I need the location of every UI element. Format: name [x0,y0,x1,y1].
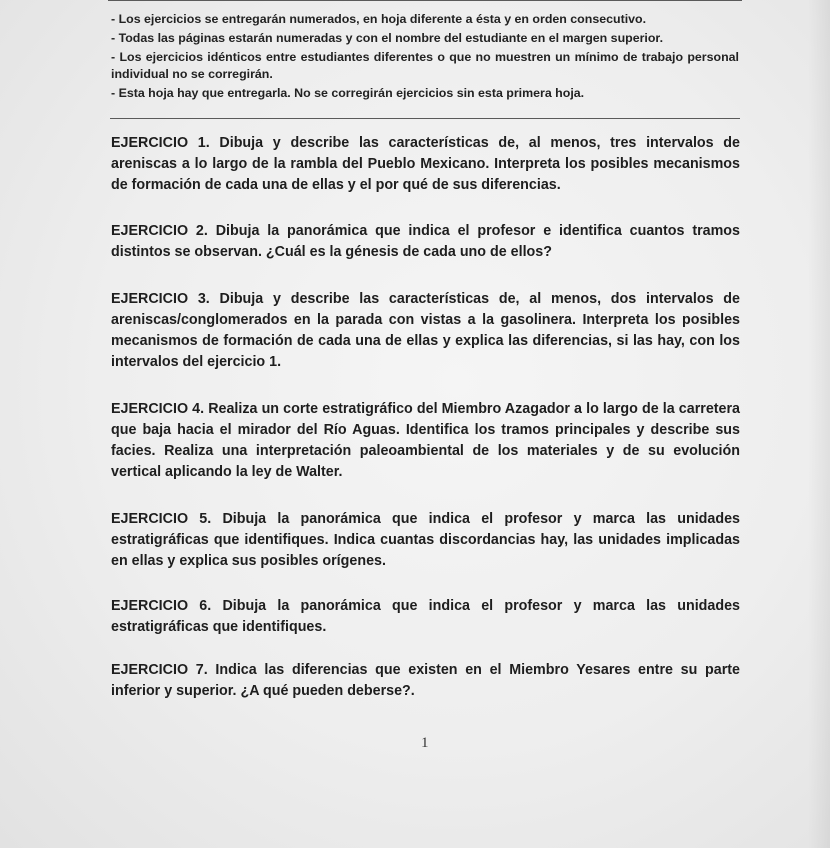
instruction-item: - Esta hoja hay que entregarla. No se corregirán ejercicios sin esta primera hoja. [111,86,585,100]
instructions-block [111,11,739,104]
page-edge-shadow [808,0,830,848]
exercise-5: EJERCICIO 5. Dibuja la panorámica que indica el profesor y marca las unidades estratigráficas que identifiques. Indica cuantas discordancias hay, las unidades implicadas en ellas y explica sus posibles orígenes. [111,511,740,569]
top-divider [108,0,742,1]
exercises-list [111,133,740,702]
exercise-2: EJERCICIO 2. Dibuja la panorámica que indica el profesor e identifica cuantos tramos distintos se observan. ¿Cuál es la génesis de cada uno de ellos? [111,223,740,260]
exercise-6: EJERCICIO 6. Dibuja la panorámica que indica el profesor y marca las unidades estratigráficas que identifiques. [111,598,740,635]
exercise-3: EJERCICIO 3. Dibuja y describe las características de, al menos, dos intervalos de areniscas/conglomerados en la parada con vistas a la gasolinera. Interpreta los posibles mecanismos de formación de cada una de ellas y explica las diferencias, si las hay, con los intervalos del ejercicio 1. [111,291,740,370]
section-divider [110,118,740,119]
instruction-item: - Los ejercicios se entregarán numerados, en hoja diferente a ésta y en orden consecutivo. [111,12,647,26]
instruction-item: - Los ejercicios idénticos entre estudiantes diferentes o que no muestren un mínimo de trabajo personal individual no se corregirán. [111,50,739,81]
exercise-1: EJERCICIO 1. Dibuja y describe las características de, al menos, tres intervalos de areniscas a lo largo de la rambla del Pueblo Mexicano. Interpreta los posibles mecanismos de formación de cada una de ellas y el por qué de sus diferencias. [111,135,740,193]
page-number: 1 [421,735,429,751]
exercise-7: EJERCICIO 7. Indica las diferencias que existen en el Miembro Yesares entre su parte inferior y superior. ¿A qué pueden deberse?. [111,662,740,699]
instruction-item: - Todas las páginas estarán numeradas y con el nombre del estudiante en el margen superior. [111,31,664,45]
exercise-4: EJERCICIO 4. Realiza un corte estratigráfico del Miembro Azagador a lo largo de la carretera que baja hacia el mirador del Río Aguas. Identifica los tramos principales y describe sus facies. Realiza una interpretación paleoambiental de los materiales y de su evolución vertical aplicando la ley de Walter. [111,401,740,480]
